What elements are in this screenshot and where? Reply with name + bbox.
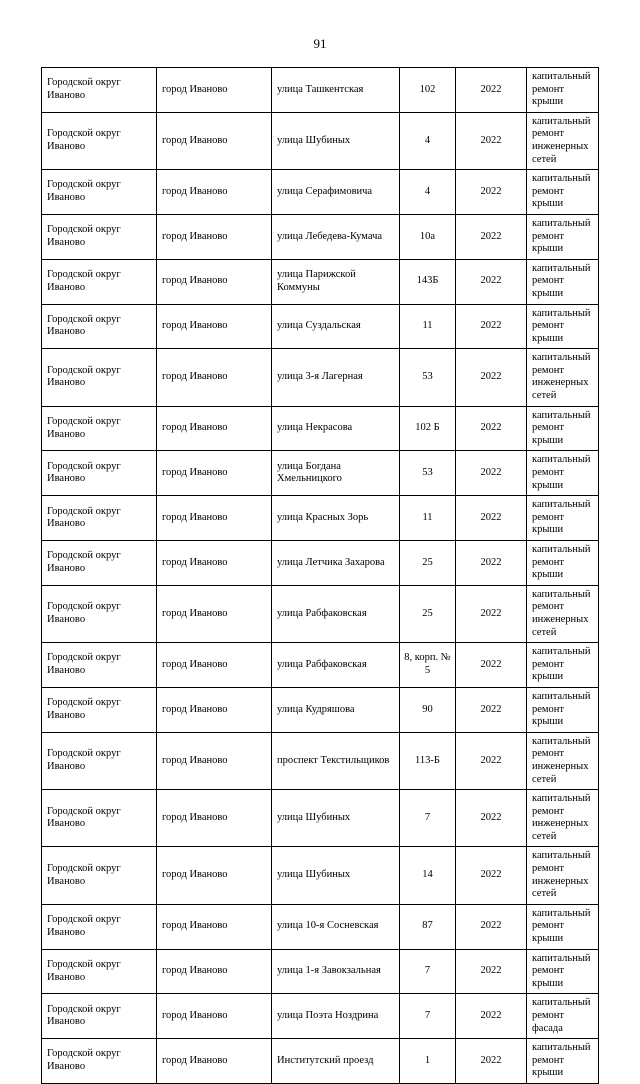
table-row bbox=[42, 170, 599, 215]
table-row bbox=[42, 790, 599, 847]
cell-work: капитальный ремонт крыши bbox=[527, 406, 599, 451]
table-row bbox=[42, 496, 599, 541]
cell-street: улица 3-я Лагерная bbox=[272, 349, 400, 406]
cell-work: капитальный ремонт крыши bbox=[527, 68, 599, 113]
cell-district: Городской округ Иваново bbox=[42, 304, 157, 349]
table-row bbox=[42, 406, 599, 451]
cell-city: город Иваново bbox=[157, 1039, 272, 1084]
cell-year: 2022 bbox=[456, 304, 527, 349]
cell-house: 7 bbox=[400, 994, 456, 1039]
cell-house: 87 bbox=[400, 904, 456, 949]
cell-district: Городской округ Иваново bbox=[42, 68, 157, 113]
table-row bbox=[42, 994, 599, 1039]
cell-house: 25 bbox=[400, 585, 456, 642]
cell-work: капитальный ремонт инженерных сетей bbox=[527, 847, 599, 904]
cell-year: 2022 bbox=[456, 904, 527, 949]
cell-work: капитальный ремонт инженерных сетей bbox=[527, 349, 599, 406]
cell-city: город Иваново bbox=[157, 304, 272, 349]
cell-city: город Иваново bbox=[157, 904, 272, 949]
cell-city: город Иваново bbox=[157, 170, 272, 215]
cell-work: капитальный ремонт крыши bbox=[527, 259, 599, 304]
cell-house: 25 bbox=[400, 541, 456, 586]
cell-work: капитальный ремонт инженерных сетей bbox=[527, 732, 599, 789]
table-row bbox=[42, 541, 599, 586]
table-body bbox=[42, 68, 599, 1084]
cell-work: капитальный ремонт инженерных сетей bbox=[527, 112, 599, 169]
cell-city: город Иваново bbox=[157, 214, 272, 259]
cell-year: 2022 bbox=[456, 541, 527, 586]
cell-year: 2022 bbox=[456, 732, 527, 789]
cell-street: улица Шубиных bbox=[272, 112, 400, 169]
cell-district: Городской округ Иваново bbox=[42, 847, 157, 904]
cell-work: капитальный ремонт крыши bbox=[527, 496, 599, 541]
cell-district: Городской округ Иваново bbox=[42, 406, 157, 451]
cell-house: 4 bbox=[400, 170, 456, 215]
cell-house: 10а bbox=[400, 214, 456, 259]
cell-house: 113-Б bbox=[400, 732, 456, 789]
cell-year: 2022 bbox=[456, 847, 527, 904]
cell-house: 8, корп. № 5 bbox=[400, 643, 456, 688]
cell-city: город Иваново bbox=[157, 687, 272, 732]
cell-city: город Иваново bbox=[157, 496, 272, 541]
cell-street: улица Шубиных bbox=[272, 790, 400, 847]
cell-street: улица Красных Зорь bbox=[272, 496, 400, 541]
cell-house: 14 bbox=[400, 847, 456, 904]
table-row bbox=[42, 214, 599, 259]
cell-house: 1 bbox=[400, 1039, 456, 1084]
cell-work: капитальный ремонт крыши bbox=[527, 643, 599, 688]
cell-year: 2022 bbox=[456, 406, 527, 451]
cell-city: город Иваново bbox=[157, 949, 272, 994]
cell-year: 2022 bbox=[456, 170, 527, 215]
cell-year: 2022 bbox=[456, 1039, 527, 1084]
cell-year: 2022 bbox=[456, 790, 527, 847]
table-row bbox=[42, 1039, 599, 1084]
cell-district: Городской округ Иваново bbox=[42, 790, 157, 847]
cell-year: 2022 bbox=[456, 994, 527, 1039]
cell-city: город Иваново bbox=[157, 406, 272, 451]
cell-street: улица Богдана Хмельницкого bbox=[272, 451, 400, 496]
cell-street: Институтский проезд bbox=[272, 1039, 400, 1084]
cell-district: Городской округ Иваново bbox=[42, 214, 157, 259]
table-row bbox=[42, 949, 599, 994]
cell-district: Городской округ Иваново bbox=[42, 170, 157, 215]
cell-house: 11 bbox=[400, 496, 456, 541]
cell-house: 143Б bbox=[400, 259, 456, 304]
cell-street: улица Кудряшова bbox=[272, 687, 400, 732]
cell-city: город Иваново bbox=[157, 68, 272, 113]
cell-year: 2022 bbox=[456, 687, 527, 732]
cell-year: 2022 bbox=[456, 949, 527, 994]
cell-year: 2022 bbox=[456, 585, 527, 642]
cell-house: 53 bbox=[400, 349, 456, 406]
table-row bbox=[42, 732, 599, 789]
cell-house: 7 bbox=[400, 790, 456, 847]
cell-street: улица 10-я Сосневская bbox=[272, 904, 400, 949]
cell-year: 2022 bbox=[456, 259, 527, 304]
cell-year: 2022 bbox=[456, 68, 527, 113]
table-row bbox=[42, 112, 599, 169]
cell-city: город Иваново bbox=[157, 790, 272, 847]
cell-street: проспект Текстильщиков bbox=[272, 732, 400, 789]
table-row bbox=[42, 349, 599, 406]
cell-street: улица Шубиных bbox=[272, 847, 400, 904]
cell-house: 7 bbox=[400, 949, 456, 994]
cell-district: Городской округ Иваново bbox=[42, 349, 157, 406]
cell-house: 11 bbox=[400, 304, 456, 349]
cell-district: Городской округ Иваново bbox=[42, 541, 157, 586]
table-row bbox=[42, 451, 599, 496]
cell-street: улица Поэта Ноздрина bbox=[272, 994, 400, 1039]
cell-district: Городской округ Иваново bbox=[42, 643, 157, 688]
cell-city: город Иваново bbox=[157, 643, 272, 688]
cell-district: Городской округ Иваново bbox=[42, 1039, 157, 1084]
cell-district: Городской округ Иваново bbox=[42, 732, 157, 789]
cell-city: город Иваново bbox=[157, 259, 272, 304]
table-row bbox=[42, 904, 599, 949]
table-row bbox=[42, 847, 599, 904]
cell-year: 2022 bbox=[456, 643, 527, 688]
cell-work: капитальный ремонт крыши bbox=[527, 541, 599, 586]
cell-district: Городской округ Иваново bbox=[42, 451, 157, 496]
cell-street: улица Летчика Захарова bbox=[272, 541, 400, 586]
cell-work: капитальный ремонт инженерных сетей bbox=[527, 790, 599, 847]
cell-street: улица Рабфаковская bbox=[272, 643, 400, 688]
table-row bbox=[42, 585, 599, 642]
cell-work: капитальный ремонт инженерных сетей bbox=[527, 585, 599, 642]
cell-district: Городской округ Иваново bbox=[42, 259, 157, 304]
table-row bbox=[42, 687, 599, 732]
cell-street: улица Суздальская bbox=[272, 304, 400, 349]
cell-year: 2022 bbox=[456, 349, 527, 406]
cell-year: 2022 bbox=[456, 496, 527, 541]
repair-schedule-table bbox=[41, 67, 599, 1084]
cell-city: город Иваново bbox=[157, 732, 272, 789]
cell-city: город Иваново bbox=[157, 847, 272, 904]
cell-street: улица Рабфаковская bbox=[272, 585, 400, 642]
cell-district: Городской округ Иваново bbox=[42, 994, 157, 1039]
table-row bbox=[42, 643, 599, 688]
cell-house: 53 bbox=[400, 451, 456, 496]
cell-city: город Иваново bbox=[157, 541, 272, 586]
cell-house: 90 bbox=[400, 687, 456, 732]
cell-city: город Иваново bbox=[157, 585, 272, 642]
cell-year: 2022 bbox=[456, 214, 527, 259]
cell-work: капитальный ремонт крыши bbox=[527, 304, 599, 349]
cell-year: 2022 bbox=[456, 112, 527, 169]
cell-work: капитальный ремонт крыши bbox=[527, 1039, 599, 1084]
cell-city: город Иваново bbox=[157, 112, 272, 169]
cell-district: Городской округ Иваново bbox=[42, 904, 157, 949]
cell-work: капитальный ремонт фасада bbox=[527, 994, 599, 1039]
cell-district: Городской округ Иваново bbox=[42, 949, 157, 994]
cell-city: город Иваново bbox=[157, 349, 272, 406]
cell-work: капитальный ремонт крыши bbox=[527, 949, 599, 994]
cell-district: Городской округ Иваново bbox=[42, 496, 157, 541]
cell-work: капитальный ремонт крыши bbox=[527, 687, 599, 732]
cell-street: улица Ташкентская bbox=[272, 68, 400, 113]
cell-work: капитальный ремонт крыши bbox=[527, 214, 599, 259]
cell-district: Городской округ Иваново bbox=[42, 687, 157, 732]
cell-district: Городской округ Иваново bbox=[42, 112, 157, 169]
cell-house: 102 bbox=[400, 68, 456, 113]
cell-work: капитальный ремонт крыши bbox=[527, 451, 599, 496]
cell-house: 4 bbox=[400, 112, 456, 169]
cell-district: Городской округ Иваново bbox=[42, 585, 157, 642]
cell-street: улица 1-я Завокзальная bbox=[272, 949, 400, 994]
page-number: 91 bbox=[313, 36, 327, 51]
cell-street: улица Серафимовича bbox=[272, 170, 400, 215]
table-row bbox=[42, 68, 599, 113]
cell-work: капитальный ремонт крыши bbox=[527, 170, 599, 215]
cell-street: улица Парижской Коммуны bbox=[272, 259, 400, 304]
cell-city: город Иваново bbox=[157, 451, 272, 496]
table-row bbox=[42, 304, 599, 349]
cell-year: 2022 bbox=[456, 451, 527, 496]
cell-street: улица Лебедева-Кумача bbox=[272, 214, 400, 259]
cell-work: капитальный ремонт крыши bbox=[527, 904, 599, 949]
cell-city: город Иваново bbox=[157, 994, 272, 1039]
cell-house: 102 Б bbox=[400, 406, 456, 451]
table-row bbox=[42, 259, 599, 304]
cell-street: улица Некрасова bbox=[272, 406, 400, 451]
